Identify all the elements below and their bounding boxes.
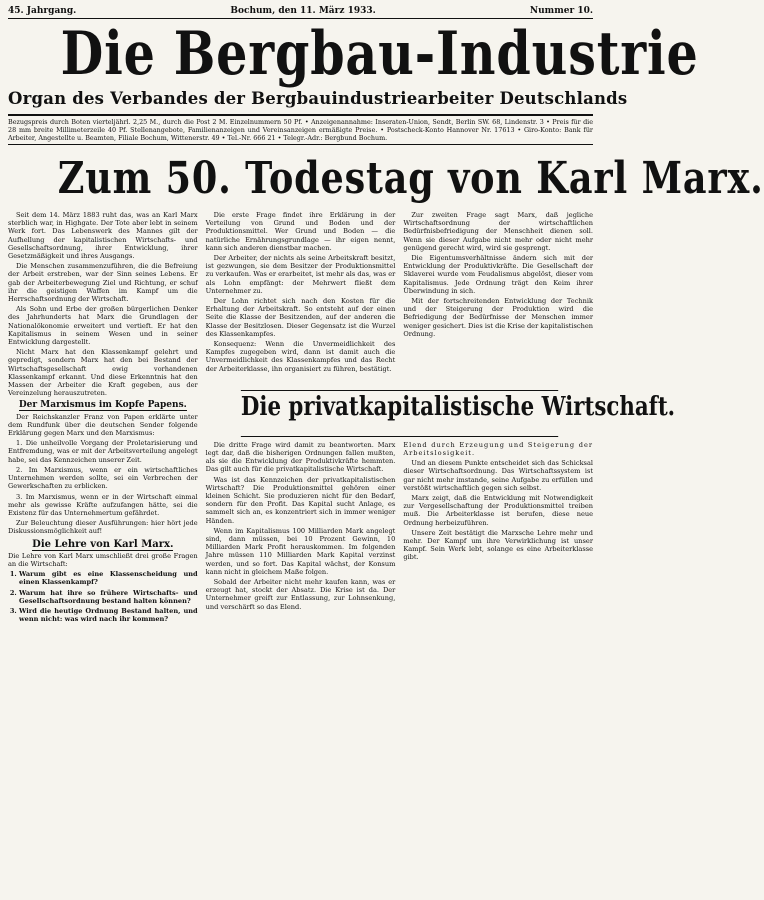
paragraph: 2. Im Marxismus, wenn er ein wirtschaftliches Unternehmen werden sollte, sei ein Verbrechen der Gewerkschaften zu erblicken.	[8, 465, 198, 491]
volume-year: 45. Jahrgang.	[8, 6, 77, 16]
article-columns	[8, 211, 675, 625]
section-headline: Die privatkapitalistische Wirtschaft.	[241, 390, 559, 436]
paragraph: Nicht Marx hat den Klassenkampf gelehrt und gepredigt, sondern Marx hat den bei Bestand der Wirtschaftsgesellschaft ewig vorhandenen Klassenkampf erkannt. Und diese Erkenntnis hat den Massen der Arbeiter die Kraft gegeben, aus der Vereinzelung herauszutreten.	[8, 348, 198, 398]
paragraph: Zur zweiten Frage sagt Marx, daß jegliche Wirtschaftsordnung der wirtschaftlichen Bedürfnisbefriedigung der Menschheit dienen soll. Wenn sie dieser Aufgabe nicht mehr oder nicht mehr genügend gerecht wird, wird sie gesprengt.	[403, 211, 593, 252]
info-rule	[8, 144, 593, 145]
paragraph: Wenn im Kapitalismus 100 Milliarden Mark angelegt sind, dann müssen, bei 10 Prozent Gewinn, 10 Milliarden Mark Profit herauskommen. Im folgenden Jahre müssen 110 Milliarden Mark Kapital verzinst werden, und so fort. Das Kapital wächst, der Konsum kann nicht in gleichem Maße folgen.	[205, 526, 396, 576]
column-left	[8, 211, 198, 625]
column-middle-upper	[206, 211, 396, 387]
paragraph: 3. Im Marxismus, wenn er in der Wirtschaft einmal mehr als gewisse Kräfte aufzufangen hätte, sei die Existenz für das Unternehmertum gefährdet.	[8, 492, 198, 517]
paragraph: Seit dem 14. März 1883 ruht das, was an Karl Marx sterblich war, in Highgate. Der Tote aber lebt in seinem Werk fort. Das Lebenswerk des Mannes gilt der Aufhellung der kapitalistischen Wirtschafts- und Gesellschaftsordnung, ihrer Entwicklung, ihrer Gesetzmäßigkeit und ihres Ausgangs.	[8, 211, 198, 261]
issue-line	[8, 6, 593, 19]
paragraph: Der Arbeiter, der nichts als seine Arbeitskraft besitzt, ist gezwungen, sie dem Besitzer der Produktionsmittel zu verkaufen. Was er erarbeitet, ist mehr als das, was er als Lohn empfängt: der Mehrwert fließt dem Unternehmer zu.	[205, 254, 396, 295]
question-list	[8, 570, 198, 623]
question-item: 1. Warum gibt es eine Klassenscheidung und einen Klassenkampf?	[19, 570, 198, 586]
paragraph: Die dritte Frage wird damit zu beantworten. Marx legt dar, daß die bisherigen Ordnungen fallen mußten, als sie die Entwicklung der Produktivkräfte hemmten. Das gilt auch für die privatkapitalistische Wirtschaft.	[205, 440, 396, 474]
subheading-lehre: Die Lehre von Karl Marx.	[32, 538, 174, 550]
subheading-papen: Der Marxismus im Kopfe Papens.	[18, 400, 187, 411]
paragraph: Zur Beleuchtung dieser Ausführungen: hier hört jede Diskussionsmöglichkeit auf!	[8, 519, 198, 536]
paragraph: Unsere Zeit bestätigt die Marxsche Lehre mehr und mehr. Der Kampf um ihre Verwirklichung ist unser Kampf. Sein Werk lebt, solange es eine Arbeiterklasse gibt.	[403, 528, 593, 562]
paragraph: Die Menschen zusammenzuführen, die die Befreiung der Arbeit erstreben, war der Sinn seines Lebens. Er gab der Arbeiterbewegung Ziel und Richtung, er schuf ihr die geistigen Waffen im Kampf um die Herrschaftsordnung der Wirtschaft.	[8, 262, 198, 304]
paragraph: Die Lehre von Karl Marx umschließt drei große Fragen an die Wirtschaft:	[8, 551, 198, 568]
issue-number: Nummer 10.	[529, 6, 593, 16]
column-right-upper	[403, 211, 593, 387]
paragraph: Sobald der Arbeiter nicht mehr kaufen kann, was er erzeugt hat, stockt der Absatz. Die Krise ist da. Der Unternehmer greift zur Entlassung, zur Lohnsenkung, und verschärft so das Elend.	[205, 578, 396, 611]
paragraph: Als Sohn und Erbe der großen bürgerlichen Denker des Jahrhunderts hat Marx die Grundlagen der Nationalökonomie erweitert und vertieft. Er hat den Kapitalismus in seinem Wesen und in seiner Entwicklung dargestellt.	[8, 305, 198, 347]
paragraph: Der Lohn richtet sich nach den Kosten für die Erhaltung der Arbeitskraft. So entsteht auf der einen Seite die Klasse der Besitzenden, auf der anderen die Klasse der Besitzlosen. Dieser Gegensatz ist die Wurzel des Klassenkampfes.	[205, 297, 396, 338]
masthead-subtitle: Organ des Verbandes der Bergbauindustriearbeiter Deutschlands	[8, 89, 628, 108]
subscription-info: Bezugspreis durch Boten vierteljährl. 2,25 M., durch die Post 2 M. Einzelnummern 50 Pf. • Anzeigenannahme: Inseraten-Union, Sendt, Berlin SW. 68, Lindenstr. 3 • Preis für die 28 mm breite Millimeterzeile 40 Pf. Stellenangebote, Familienanzeigen und Vereinsanzeigen ermäßigte Preise. • Postscheck-Konto Hannover Nr. 17613 • Giro-Konto: Bank für Arbeiter, Angestellte u. Beamten, Filiale Bochum, Wittenerstr. 49 • Tel.-Nr. 666 21 • Telegr.-Adr.: Bergbund Bochum.	[8, 118, 593, 142]
paragraph: 1. Die unheilvolle Vorgang der Proletarisierung und Entfremdung, was er mit der Arbeitsverteilung angelegt habe, sei das Kennzeichen unserer Zeit.	[8, 439, 198, 464]
column-right-lower	[403, 441, 593, 626]
paragraph: Die Eigentumsverhältnisse ändern sich mit der Entwicklung der Produktivkräfte. Die Gesellschaft der Sklaverei wurde vom Feudalismus abgelöst, dieser vom Kapitalismus. Jede Ordnung trägt den Keim ihrer Überwindung in sich.	[403, 254, 593, 295]
question-item: 2. Warum hat ihre so frühere Wirtschafts- und Gesellschaftsordnung bestand halten können?	[19, 589, 198, 605]
paragraph: Mit der fortschreitenden Entwicklung der Technik und der Steigerung der Produktion wird die Befriedigung der Bedürfnisse der Menschen immer weniger gesichert. Dies ist die Krise der kapitalistischen Ordnung.	[403, 297, 594, 338]
masthead-rule	[8, 114, 593, 116]
paragraph: Der Reichskanzler Franz von Papen erklärte unter dem Rundfunk über die deutschen Sender folgende Erklärung gegen Marx und den Marxismus:	[8, 412, 198, 438]
paragraph: Die erste Frage findet ihre Erklärung in der Verteilung von Grund und Boden und der Produktionsmittel. Wer Grund und Boden — die natürliche Ernährungsgrundlage — ihr eigen nennt, kann sich anderen dienstbar machen.	[205, 211, 396, 252]
paragraph: Konsequenz: Wenn die Unvermeidlichkeit des Kampfes zugegeben wird, dann ist damit auch die Unvermeidlichkeit des Klassenkampfes und das Recht der Arbeiterklasse, ihn organisiert zu führen, bestätigt.	[205, 340, 396, 373]
question-item: 3. Wird die heutige Ordnung Bestand halten, und wenn nicht: was wird nach ihr kommen?	[19, 607, 198, 623]
masthead: Die Bergbau-Industrie	[60, 19, 699, 89]
paragraph: Marx zeigt, daß die Entwicklung mit Notwendigkeit zur Vergesellschaftung der Produktionsmittel treiben muß. Die Arbeiterklasse ist berufen, diese neue Ordnung herbeizuführen.	[403, 494, 593, 527]
main-headline: Zum 50. Todestag von Karl Marx.	[57, 153, 764, 204]
paragraph: Was ist das Kennzeichen der privatkapitalistischen Wirtschaft? Die Produktionsmittel gehören einer kleinen Schicht. Sie produzieren nicht für den Bedarf, sondern für den Profit. Das Kapital sucht Anlage, es sammelt sich an, es konzentriert sich in immer weniger Händen.	[205, 475, 396, 525]
paragraph: Elend durch Erzeugung und Steigerung der Arbeitslosigkeit.	[403, 440, 593, 457]
paragraph: Und an diesem Punkte entscheidet sich das Schicksal dieser Wirtschaftsordnung. Das Wirtschaftssystem ist gar nicht mehr imstande, seine Aufgabe zu erfüllen und verstößt wirtschaftlich gegen sich selbst.	[403, 459, 593, 492]
column-middle-lower	[206, 441, 396, 626]
place-date: Bochum, den 11. März 1933.	[230, 6, 376, 16]
